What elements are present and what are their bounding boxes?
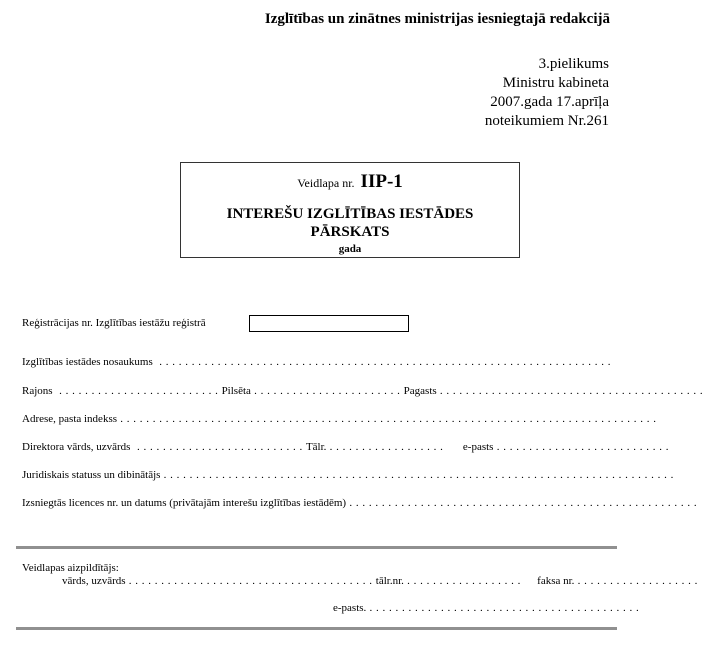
form-number <box>181 171 519 193</box>
legal-status-row[interactable] <box>22 468 674 482</box>
filler-phone-label: tālr.nr. <box>375 575 404 587</box>
legal-status-label: Juridiskais statuss un dibinātājs <box>22 469 161 481</box>
institution-name-fill-line[interactable]: . . . . . . . . . . . . . . . . . . . . . . . . . . . . . . . . . . . . . . . . . . . . . . . . . . . . . . . . . . . . . . . . . . . . . . <box>152 356 612 368</box>
form-number-label: Veidlapa nr. <box>297 176 355 190</box>
rajons-label: Rajons <box>22 385 53 397</box>
email-label: e-pasts <box>462 441 494 453</box>
form-year-label: gada <box>338 243 362 255</box>
filler-phone-fill-line[interactable]: . . . . . . . . . . . . . . . . . . <box>403 575 538 587</box>
filler-email-label: e-pasts. <box>333 602 367 614</box>
form-code: IIP-1 <box>360 171 403 192</box>
form-title-line2: PĀRSKATS <box>310 224 390 240</box>
address-row[interactable] <box>22 412 657 426</box>
institution-name-row[interactable] <box>22 355 622 369</box>
form-title-line1: INTEREŠU IZGLĪTĪBAS IESTĀDES <box>226 206 474 222</box>
licence-row[interactable] <box>22 496 698 510</box>
address-label: Adrese, pasta indekss <box>22 413 118 425</box>
filler-fax-label: faksa nr. <box>537 575 575 587</box>
email-fill-line[interactable]: . . . . . . . . . . . . . . . . . . . . . . . . . . . <box>493 441 669 453</box>
filler-contact-row[interactable] <box>62 575 698 587</box>
licence-label: Izsniegtās licences nr. un datums (privātajām interešu izglītības iestādēm) <box>22 497 347 509</box>
licence-fill-line[interactable]: . . . . . . . . . . . . . . . . . . . . . . . . . . . . . . . . . . . . . . . . . . . . . . . . . . . . . . <box>346 497 698 509</box>
pilseta-fill-line[interactable]: . . . . . . . . . . . . . . . . . . . . . . . <box>250 385 404 397</box>
phone-fill-line[interactable]: . . . . . . . . . . . . . . . . . . <box>326 441 463 453</box>
rajons-fill-line[interactable]: . . . . . . . . . . . . . . . . . . . . . . . . . <box>52 385 222 397</box>
filler-title: Veidlapas aizpildītājs: <box>22 562 119 574</box>
pilseta-label: Pilsēta <box>221 385 251 397</box>
filler-name-label: vārds, uzvārds <box>62 575 126 587</box>
pagasts-label: Pagasts <box>403 385 437 397</box>
filler-fax-fill-line[interactable]: . . . . . . . . . . . . . . . . . . . <box>574 575 698 587</box>
form-title-box <box>180 162 520 258</box>
section-divider-bottom <box>16 627 617 630</box>
filler-name-fill-line[interactable]: . . . . . . . . . . . . . . . . . . . . . . . . . . . . . . . . . . . . . . <box>125 575 376 587</box>
appendix-reference <box>485 55 609 131</box>
appendix-line: noteikumiem Nr.261 <box>484 113 609 129</box>
appendix-line: 2007.gada 17.aprīļa <box>490 94 609 110</box>
address-fill-line[interactable]: . . . . . . . . . . . . . . . . . . . . . . . . . . . . . . . . . . . . . . . . . . . . . . . . . . . . . . . . . . . . . . . . . . . . . . . . . . . . . . . . . . . <box>117 413 657 425</box>
legal-status-fill-line[interactable]: . . . . . . . . . . . . . . . . . . . . . . . . . . . . . . . . . . . . . . . . . . . . . . . . . . . . . . . . . . . . . . . . . . . . . . . . . . . . . . . <box>160 469 674 481</box>
registration-label: Reģistrācijas nr. Izglītības iestāžu reģistrā <box>22 317 206 329</box>
pagasts-fill-line[interactable]: . . . . . . . . . . . . . . . . . . . . . . . . . . . . . . . . . . . . . . . . . <box>436 385 703 397</box>
appendix-line: Ministru kabineta <box>502 75 609 91</box>
section-divider-top <box>16 546 617 549</box>
edition-note: Izglītības un zinātnes ministrijas iesniegtajā redakcijā <box>264 11 610 27</box>
appendix-line: 3.pielikums <box>538 56 609 72</box>
director-fill-line[interactable]: . . . . . . . . . . . . . . . . . . . . . . . . . . <box>130 441 306 453</box>
filler-email-fill-line[interactable]: . . . . . . . . . . . . . . . . . . . . . . . . . . . . . . . . . . . . . . . . . . <box>366 602 640 614</box>
filler-email-row[interactable] <box>333 602 640 614</box>
director-row[interactable] <box>22 440 669 454</box>
phone-label: Tālr. <box>305 441 327 453</box>
region-row[interactable] <box>22 384 703 398</box>
registration-number-input[interactable] <box>249 315 409 332</box>
director-label: Direktora vārds, uzvārds <box>22 441 131 453</box>
institution-name-label: Izglītības iestādes nosaukums <box>22 356 153 368</box>
